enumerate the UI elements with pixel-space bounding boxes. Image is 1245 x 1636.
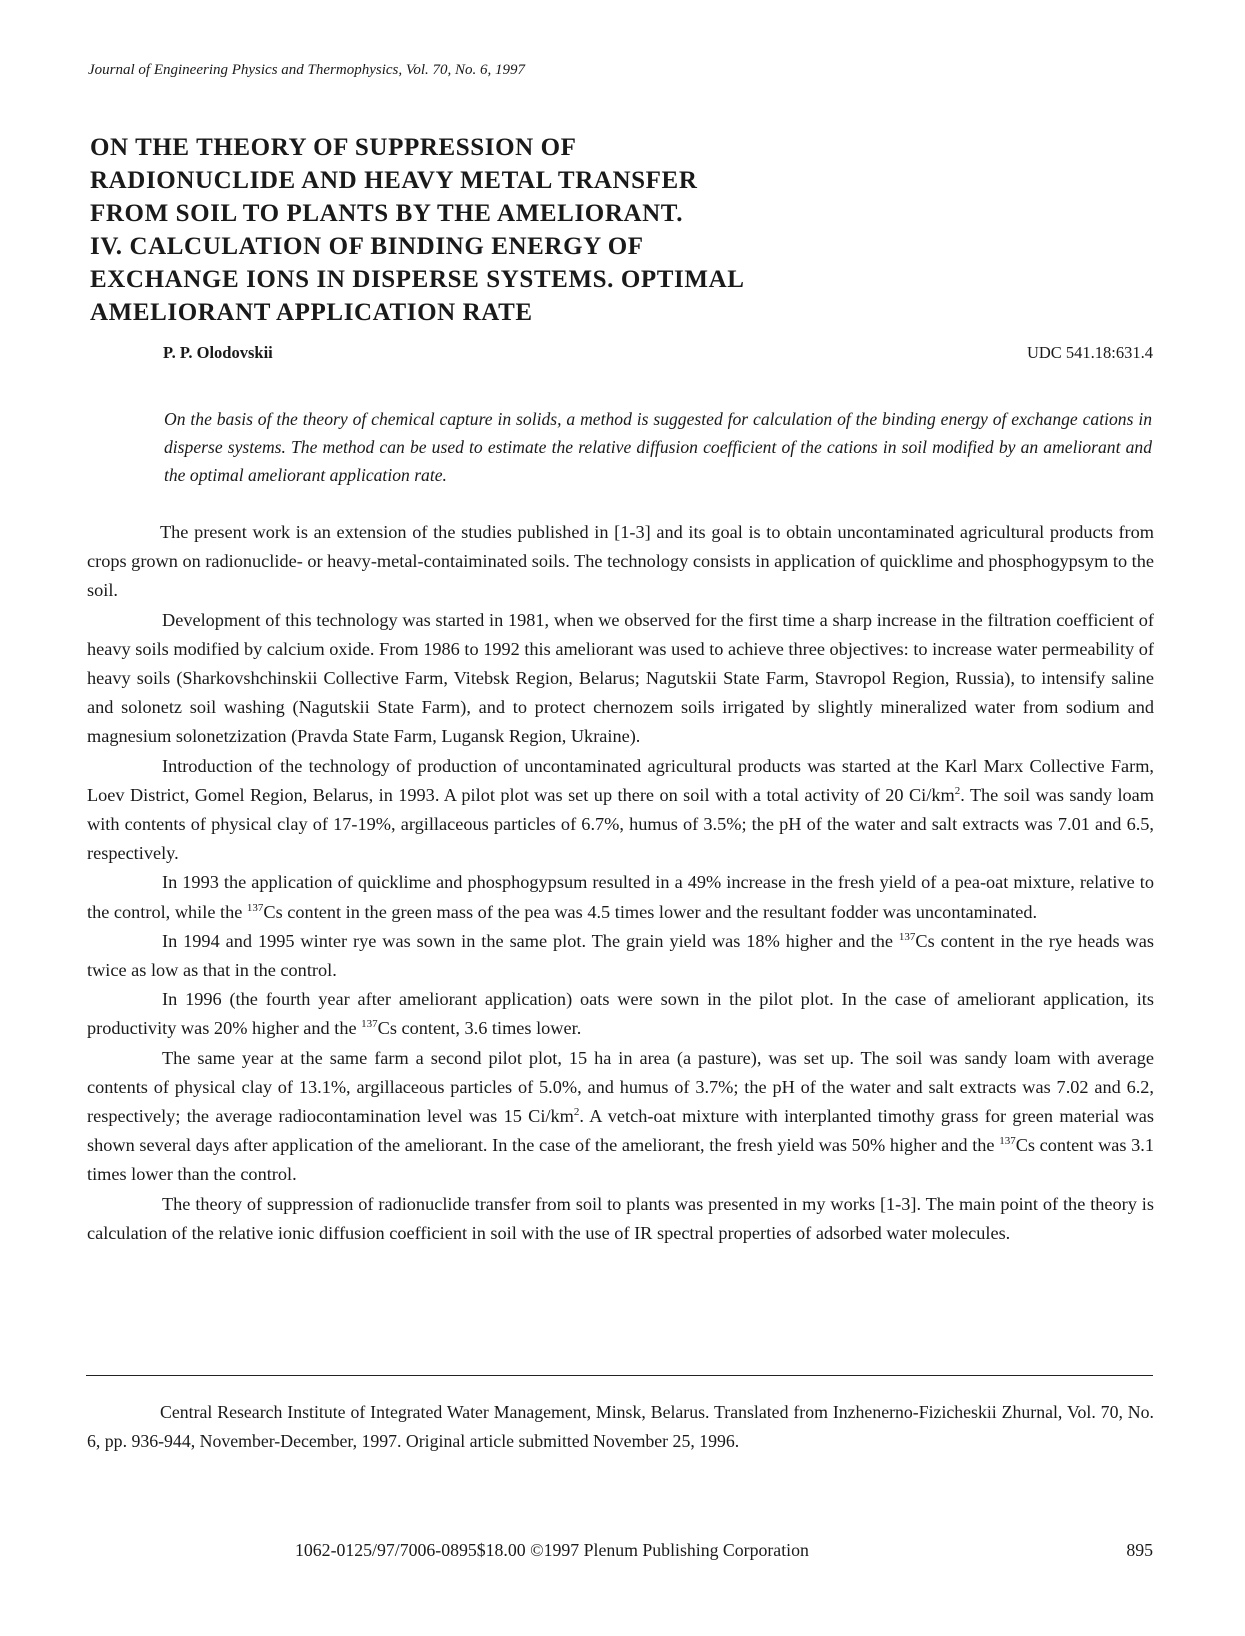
body-paragraph: Introduction of the technology of production of uncontaminated agricultural products was started at the Karl Marx Collective Farm, Loev District, Gomel Region, Belarus, in 1993. A pilot plot was set up there on soil with a total activity of 20 $Ci/km^2$. The soil was sandy loam with contents of physical clay of 17-19%, argillaceous particles of 6.7%, humus of 3.5%; the pH of the water and salt extracts was 7.01 and 6.5, respectively. [87,755,1155,864]
copyright-line: 1062-0125/97/7006-0895$18.00 ©1997 Plenum Publishing Corporation [295,1540,809,1560]
superscript: 137 [246,901,264,914]
footnote: Central Research Institute of Integrated Water Management, Minsk, Belarus. Translated from Inzhenerno-Fizicheskii Zhurnal, Vol. 70, No. 6, pp. 936-944, November-December, 1997. Original article submitted November 25, 1996. [87,1402,1154,1451]
body-paragraph: In 1993 the application of quicklime and phosphogypsum resulted in a 49% increase in the fresh yield of a pea-oat mixture, relative to the control, while the $^{137}$Cs content in the green mass of the pea was 4.5 times lower and the resultant fodder was uncontaminated. [87,872,1154,922]
body-paragraph: The theory of suppression of radionuclide transfer from soil to plants was presented in my works [1-3]. The main point of the theory is calculation of the relative ionic diffusion coefficient in soil with the use of IR spectral properties of adsorbed water molecules. [87,1193,1154,1243]
superscript: 137 [898,930,916,943]
superscript: 137 [999,1135,1016,1148]
article-title [90,131,850,329]
journal-citation: Journal of Engineering Physics and Thermophysics, Vol. 70, No. 6, 1997 [88,62,526,78]
superscript: 137 [361,1018,378,1031]
article-body [87,518,1154,1248]
author-name: P. P. Olodovskii [163,343,273,362]
footnote-divider [86,1375,1153,1376]
body-paragraph: The same year at the same farm a second pilot plot, 15 ha in area (a pasture), was set up. The soil was sandy loam with average contents of physical clay of 13.1%, argillaceous particles of 5.0%, and humus of 3.7%; the pH of the water and salt extracts was 7.02 and 6.2, respectively; the average radiocontamination level was 15 $Ci/km^2$. A vetch-oat mixture with interplanted timothy grass for green material was shown several days after application of the ameliorant. In the case of the ameliorant, the fresh yield was 50% higher and the $^{137}$Cs content was 3.1 times lower than the control. [87,1047,1154,1185]
body-paragraph: The present work is an extension of the studies published in [1-3] and its goal is to obtain uncontaminated agricultural products from crops grown on radionuclide- or heavy-metal-contaiminated soils. The technology consists in application of quicklime and phosphogypsym to the soil. [87,522,1154,601]
title-line: AMELIORANT APPLICATION RATE [90,299,533,326]
superscript: 2 [954,784,961,797]
title-line: EXCHANGE IONS IN DISPERSE SYSTEMS. OPTIMAL [90,266,745,293]
body-paragraph: In 1994 and 1995 winter rye was sown in the same plot. The grain yield was 18% higher and the $^{137}$Cs content in the rye heads was twice as low as that in the control. [87,930,1154,981]
abstract: On the basis of the theory of chemical capture in solids, a method is suggested for calculation of the binding energy of exchange cations in disperse systems. The method can be used to estimate the relative diffusion coefficient of the cations in soil modified by an ameliorant and the optimal ameliorant application rate. [164,409,1152,485]
title-line: FROM SOIL TO PLANTS BY THE AMELIORANT. [90,200,684,227]
title-line: RADIONUCLIDE AND HEAVY METAL TRANSFER [90,167,698,194]
body-paragraph: Development of this technology was started in 1981, when we observed for the first time a sharp increase in the filtration coefficient of heavy soils modified by calcium oxide. From 1986 to 1992 this ameliorant was used to achieve three objectives: to increase water permeability of heavy soils (Sharkovshchinskii Collective Farm, Vitebsk Region, Belarus; Nagutskii State Farm, Stavropol Region, Russia), to intensify saline and solonetz soil washing (Nagutskii State Farm), and to protect chernozem soils irrigated by slightly mineralized water from sodium and magnesium solonetzization (Pravda State Farm, Lugansk Region, Ukraine). [87,609,1154,747]
title-line: IV. CALCULATION OF BINDING ENERGY OF [90,233,644,260]
title-line: ON THE THEORY OF SUPPRESSION OF [90,134,577,161]
superscript: 2 [573,1106,580,1119]
page-number: 895 [1126,1540,1153,1560]
body-paragraph: In 1996 (the fourth year after ameliorant application) oats were sown in the pilot plot. In the case of ameliorant application, its productivity was 20% higher and the $^{137}$Cs content, 3.6 times lower. [87,989,1154,1039]
udc-code: UDC 541.18:631.4 [1026,343,1153,362]
